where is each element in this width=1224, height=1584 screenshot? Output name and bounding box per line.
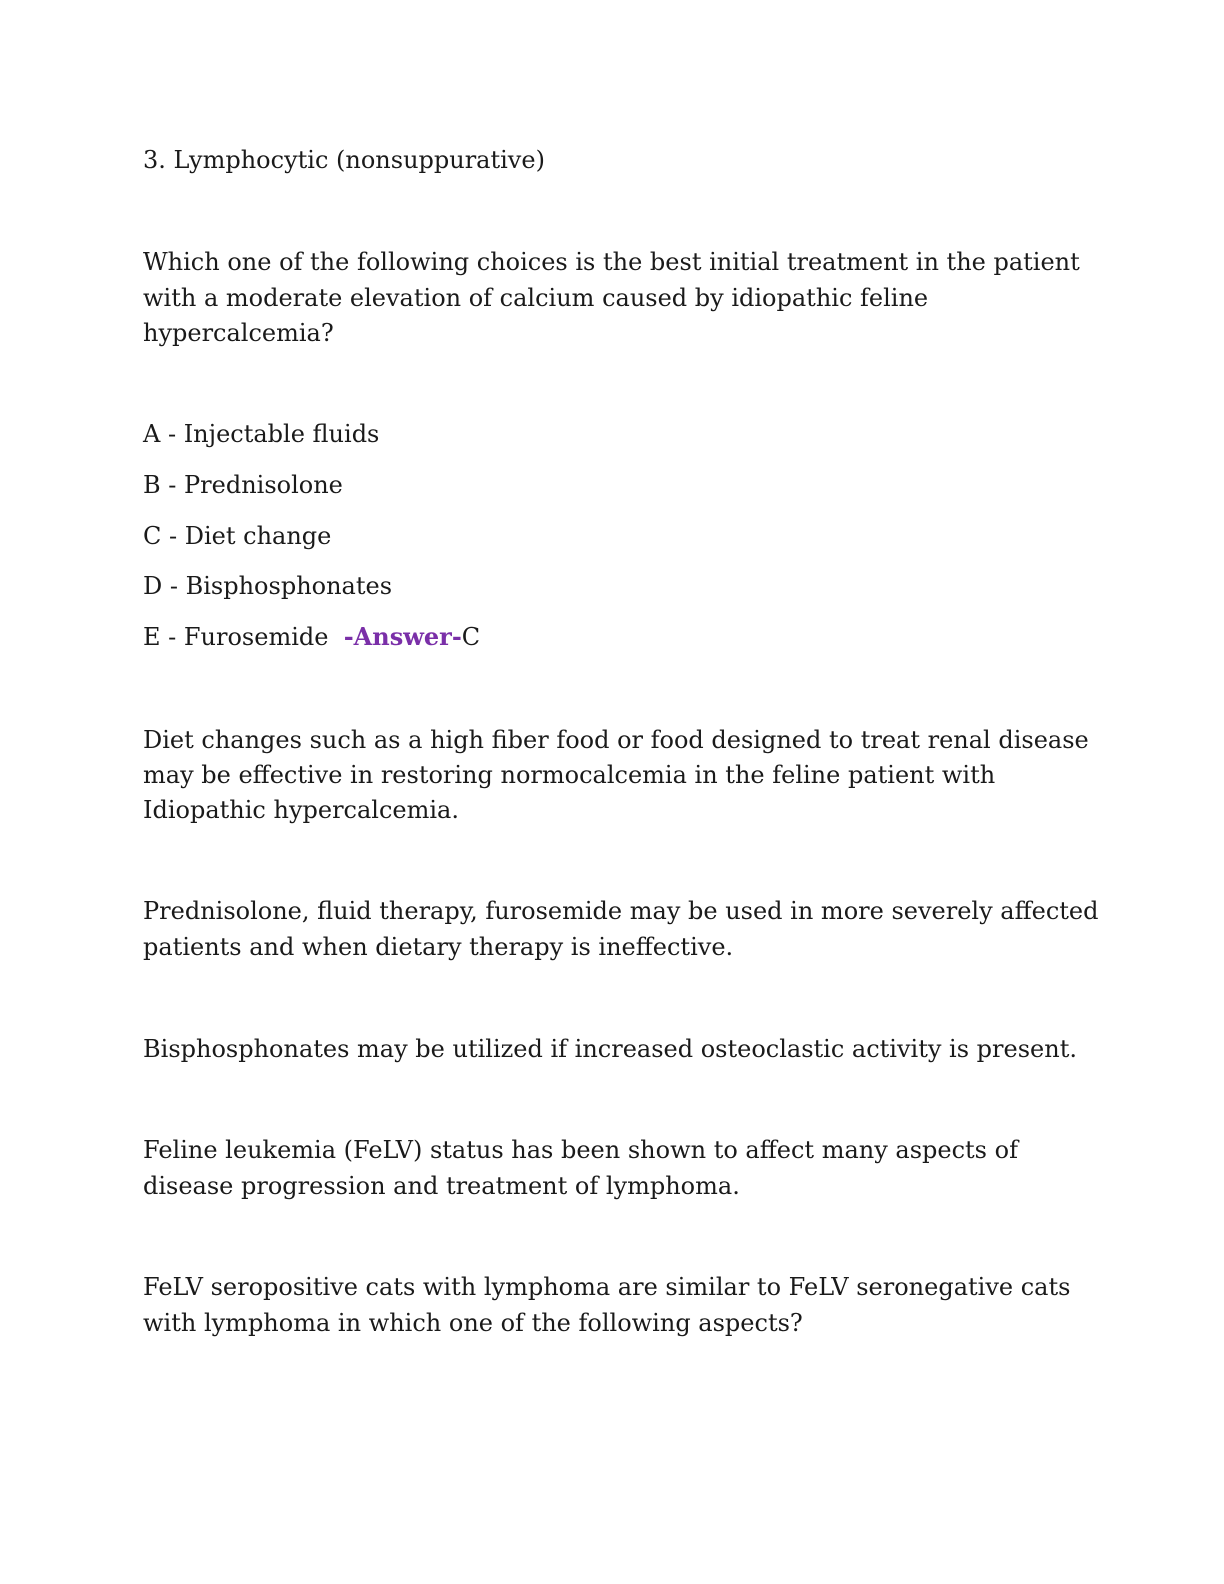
explanation-line: Diet changes such as a high fiber food or food designed to treat renal disease [143,726,1089,754]
option-e-row [143,619,480,655]
explanation-line: Idiopathic hypercalcemia. [143,796,459,824]
explanation-line: Prednisolone, fluid therapy, furosemide may be used in more severely affected [143,897,1099,925]
explanation-line: patients and when dietary therapy is ineffective. [143,933,734,961]
option-c: C - Diet change [143,522,332,550]
question-line: with a moderate elevation of calcium caused by idiopathic feline [143,284,929,312]
explanation-line: disease progression and treatment of lymphoma. [143,1172,740,1200]
question-line: hypercalcemia? [143,319,334,347]
question-line: Which one of the following choices is the best initial treatment in the patient [143,248,1080,276]
question-line: with lymphoma in which one of the following aspects? [143,1309,803,1337]
question-line: FeLV seropositive cats with lymphoma are similar to FeLV seronegative cats [143,1273,1071,1301]
explanation-line: may be effective in restoring normocalcemia in the feline patient with [143,761,996,789]
option-a: A - Injectable fluids [143,420,380,448]
option-b: B - Prednisolone [143,471,343,499]
answer-label: -Answer- [343,622,462,651]
section-heading: 3. Lymphocytic (nonsuppurative) [143,146,545,174]
option-d: D - Bisphosphonates [143,572,393,600]
option-e: E - Furosemide [143,623,329,651]
explanation-line: Feline leukemia (FeLV) status has been shown to affect many aspects of [143,1136,1018,1164]
answer-value: C [461,623,481,651]
explanation-line: Bisphosphonates may be utilized if increased osteoclastic activity is present. [143,1035,1077,1063]
